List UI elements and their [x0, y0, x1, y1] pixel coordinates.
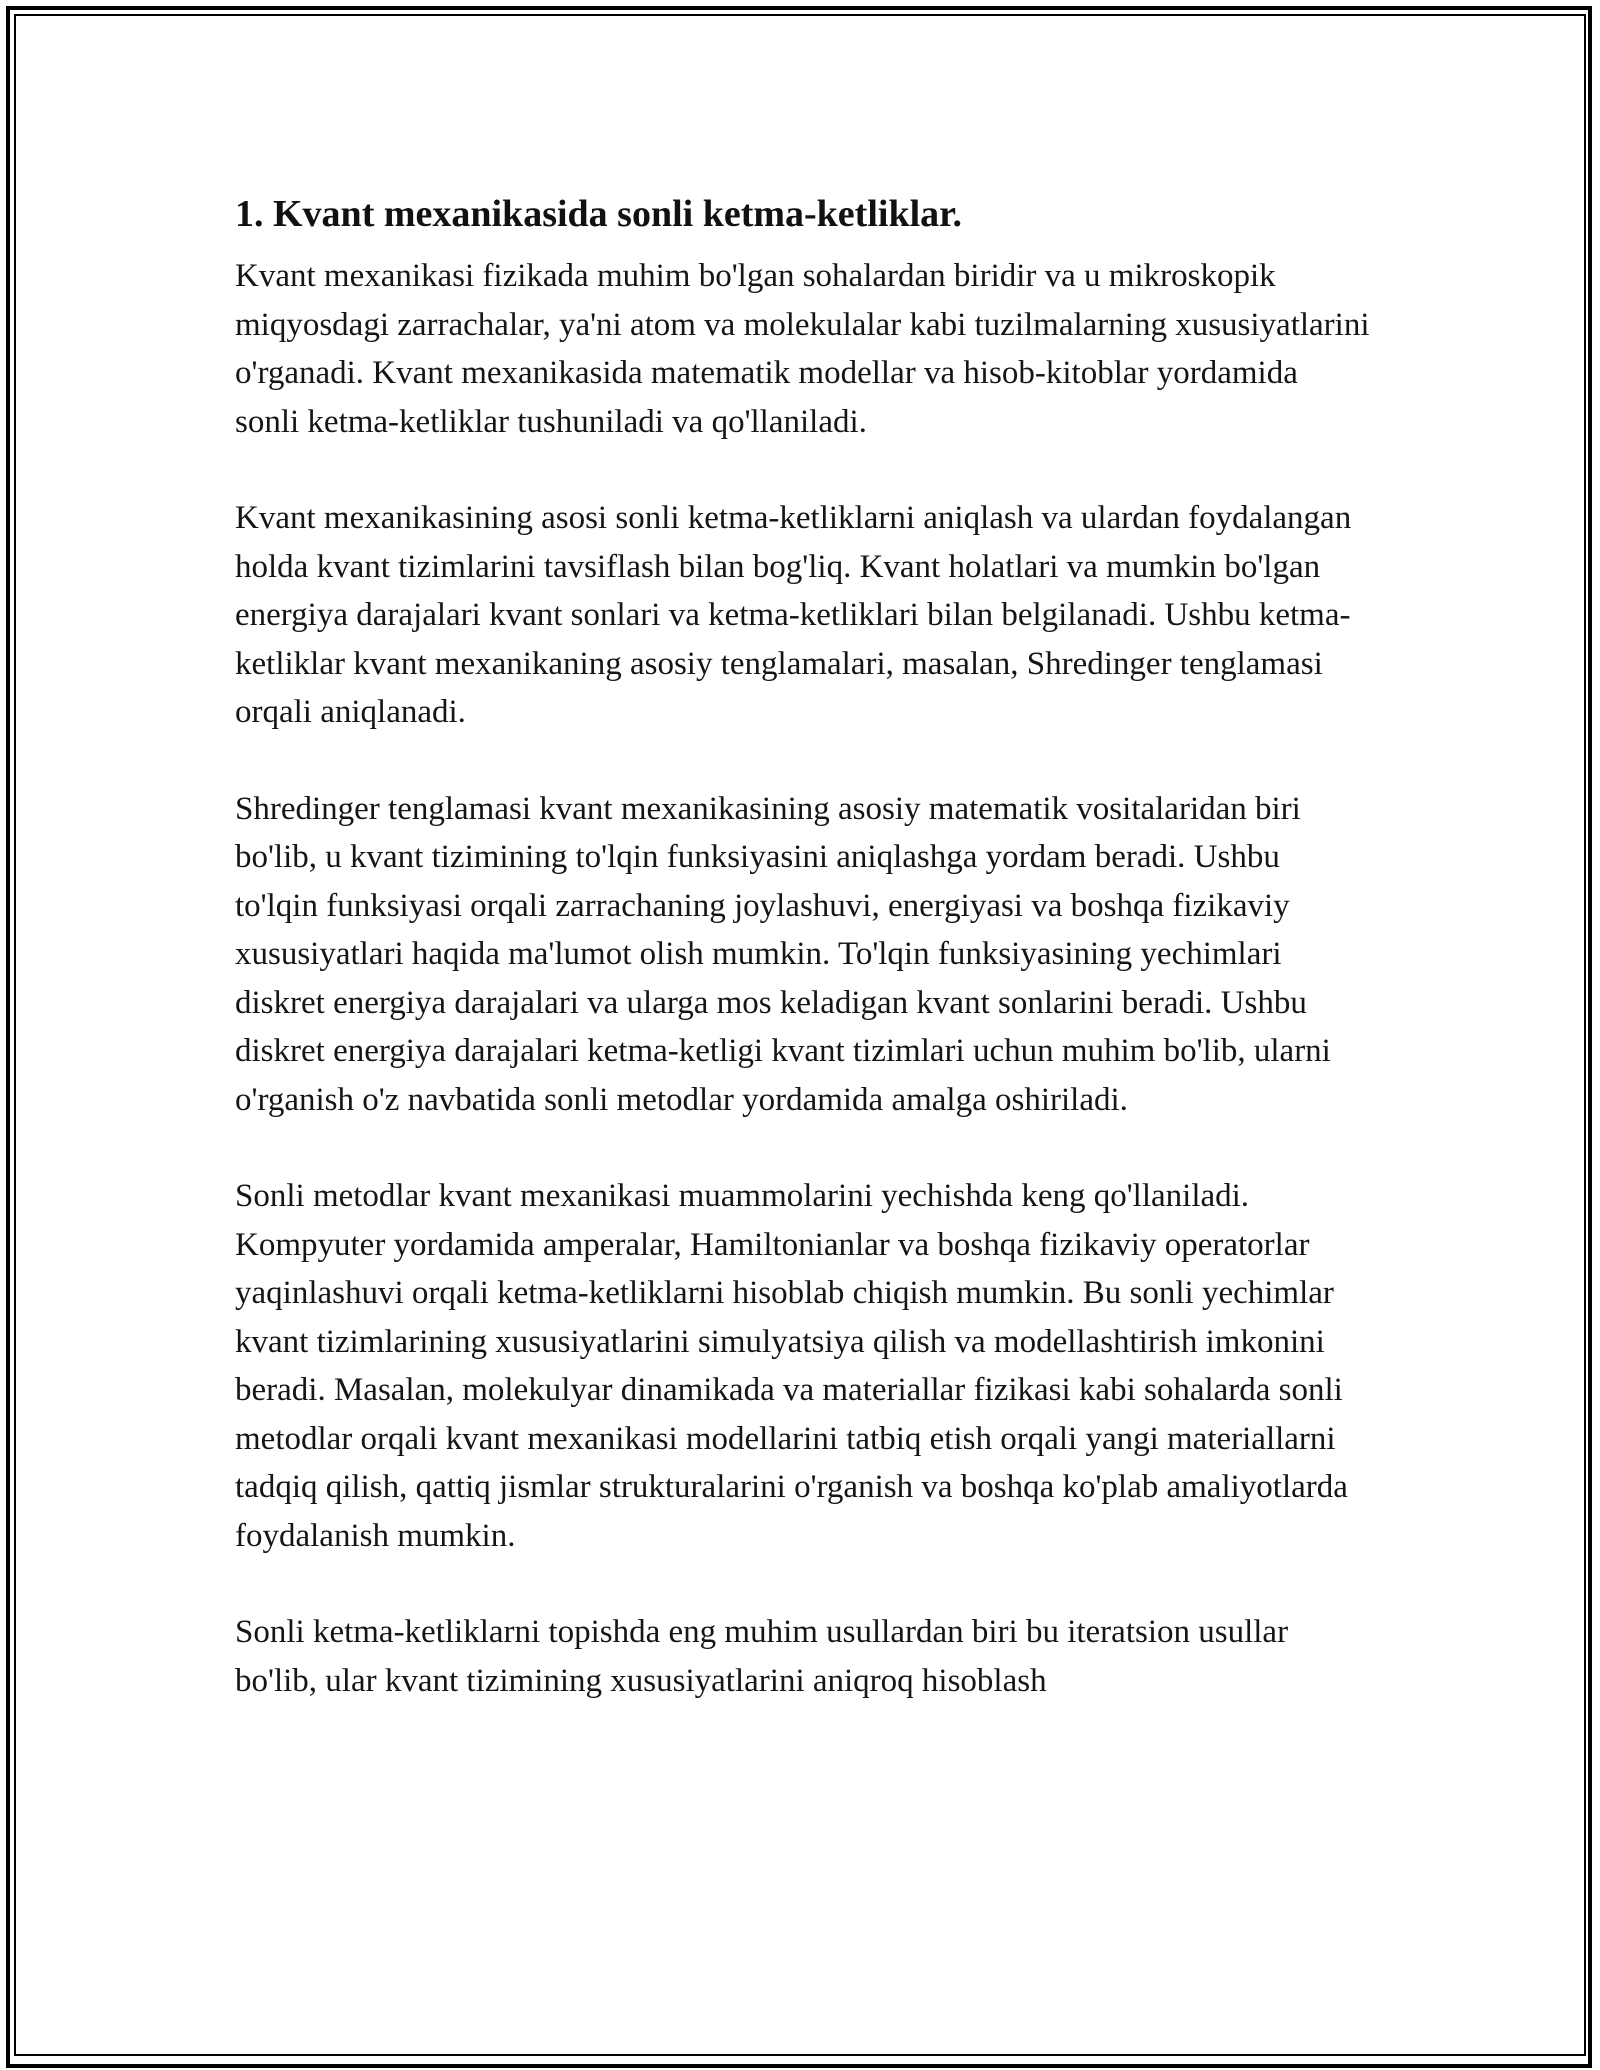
- section-heading: 1. Kvant mexanikasida sonli ketma-ketliklar.: [235, 193, 963, 235]
- document-body: [235, 184, 1370, 1753]
- paragraph-5: Sonli ketma-ketliklarni topishda eng muhim usullardan biri bu iteratsion usullar bo'lib, ular kvant tizimining xususiyatlarini aniqroq hisoblash: [235, 1614, 1289, 1699]
- paragraph-1: Kvant mexanikasi fizikada muhim bo'lgan sohalardan biridir va u mikroskopik miqyosdagi zarrachalar, ya'ni atom va molekulalar kabi tuzilmalarning xususiyatlarini o'rganadi. Kvant mexanikasida matematik modellar va hisob-kitoblar yordamida sonli ketma-ketliklar tushuniladi va qo'llaniladi.: [235, 258, 1370, 440]
- paragraph-3: Shredinger tenglamasi kvant mexanikasining asosiy matematik vositalaridan biri bo'lib, u kvant tizimining to'lqin funksiyasini aniqlashga yordam beradi. Ushbu to'lqin funksiyasi orqali zarrachaning joylashuvi, energiyasi va boshqa fizikaviy xususiyatlari haqida ma'lumot olish mumkin. To'lqin funksiyasining yechimlari diskret energiya darajalari va ularga mos keladigan kvant sonlarini beradi. Ushbu diskret energiya darajalari ketma-ketligi kvant tizimlari uchun muhim bo'lib, ularni o'rganish o'z navbatida sonli metodlar yordamida amalga oshiriladi.: [235, 790, 1331, 1118]
- paragraph-2: Kvant mexanikasining asosi sonli ketma-ketliklarni aniqlash va ulardan foydalangan holda kvant tizimlarini tavsiflash bilan bog'liq. Kvant holatlari va mumkin bo'lgan energiya darajalari kvant sonlari va ketma-ketliklari bilan belgilanadi. Ushbu ketma-ketliklar kvant mexanikaning asosiy tenglamalari, masalan, Shredinger tenglamasi orqali aniqlanadi.: [235, 500, 1352, 730]
- paragraph-4: Sonli metodlar kvant mexanikasi muammolarini yechishda keng qo'llaniladi. Kompyuter yordamida amperalar, Hamiltonianlar va boshqa fizikaviy operatorlar yaqinlashuvi orqali ketma-ketliklarni hisoblab chiqish mumkin. Bu sonli yechimlar kvant tizimlarining xususiyatlarini simulyatsiya qilish va modellashtirish imkonini beradi. Masalan, molekulyar dinamikada va materiallar fizikasi kabi sohalarda sonli metodlar orqali kvant mexanikasi modellarini tatbiq etish orqali yangi materiallarni tadqiq qilish, qattiq jismlar strukturalarini o'rganish va boshqa ko'plab amaliyotlarda foydalanish mumkin.: [235, 1178, 1348, 1554]
